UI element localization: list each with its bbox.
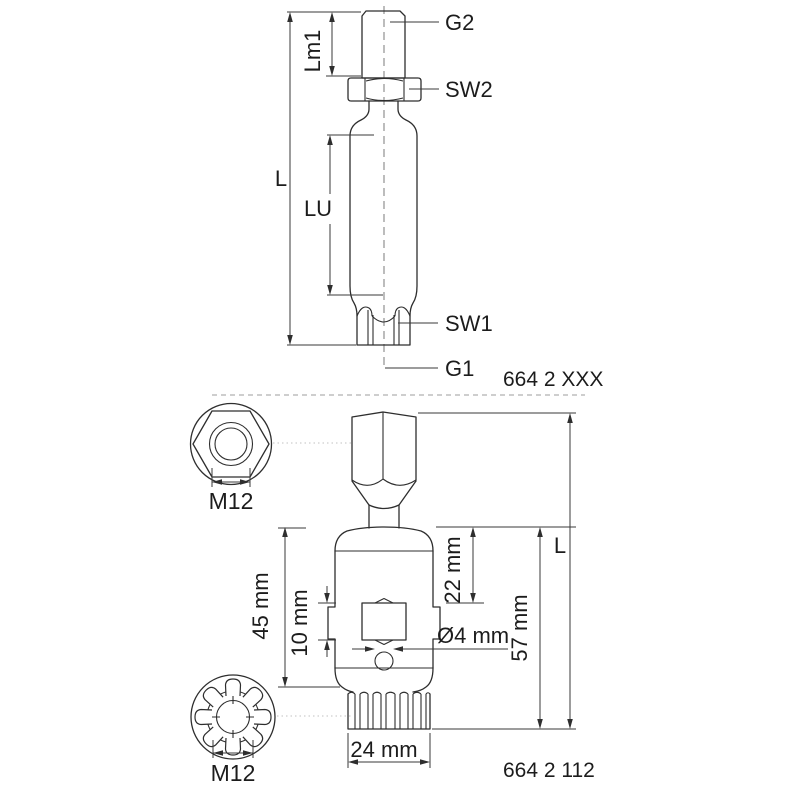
spline-tooth: [195, 710, 212, 725]
label-g1: G1: [445, 356, 475, 381]
label-g2: G2: [445, 10, 475, 35]
spline-tooth: [226, 679, 241, 696]
dim-10-label: 10 mm: [287, 589, 312, 657]
dim-hole-label: Ø4 mm: [437, 623, 510, 648]
dim-Lm1-label: Lm1: [300, 29, 325, 73]
dim-L-label: L: [274, 166, 288, 191]
spline-tooth: [254, 710, 271, 725]
dim-45-label: 45 mm: [248, 572, 273, 640]
part-number-detail: 664 2 112: [503, 759, 595, 782]
dim-22-label: 22 mm: [440, 536, 465, 604]
dim-m12-bottom-label: M12: [210, 760, 256, 786]
dim-L2-label: L: [553, 533, 567, 558]
spline-tooth: [226, 738, 241, 755]
dim-m12-top-label: M12: [208, 488, 254, 514]
dim-24-label: 24 mm: [350, 737, 418, 762]
label-sw2: SW2: [445, 77, 493, 102]
dim-LU-label: LU: [303, 196, 333, 221]
label-sw1: SW1: [445, 311, 493, 336]
dim-57-label: 57 mm: [507, 594, 532, 662]
part-number-schematic: 664 2 XXX: [503, 368, 604, 391]
